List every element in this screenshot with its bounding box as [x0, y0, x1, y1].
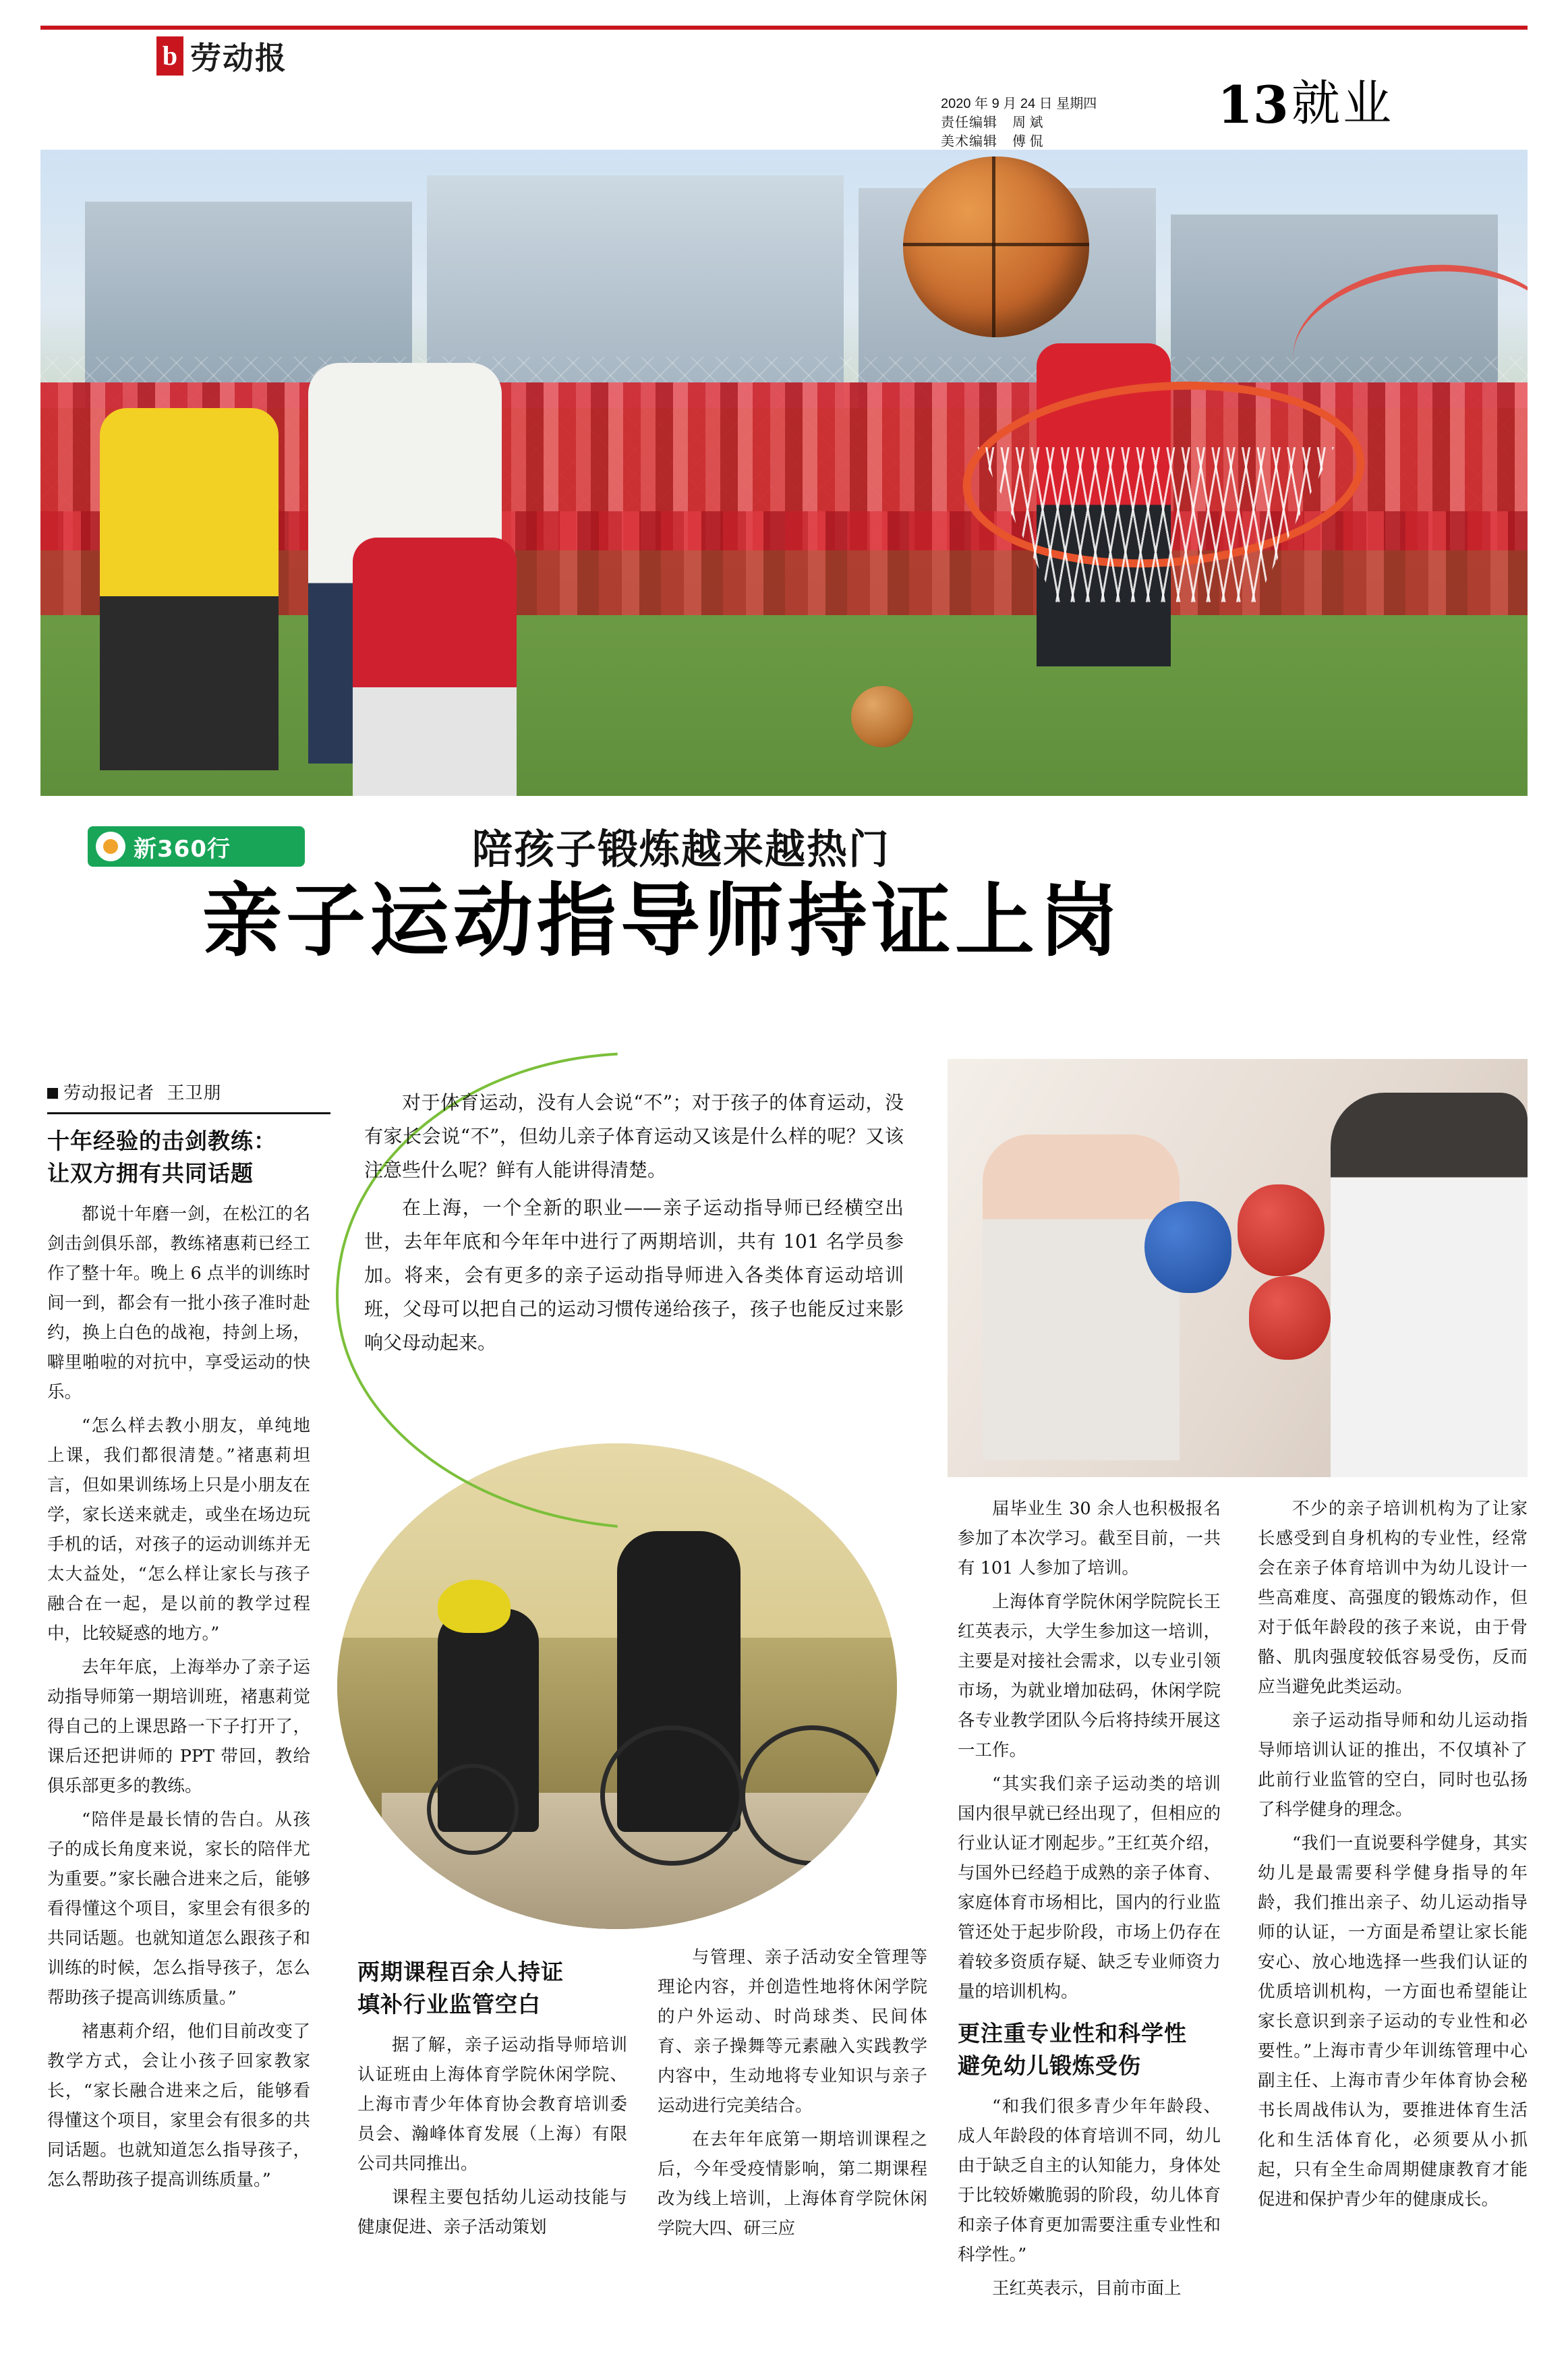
- boxing-pad-red-icon: [1249, 1276, 1330, 1360]
- article-column-2: [357, 1956, 627, 2246]
- article-column-4: [958, 1494, 1221, 2307]
- issue-date: 2020 年 9 月 24 日 星期四: [941, 96, 1097, 111]
- section-badge-label: 新360行: [134, 835, 231, 863]
- paragraph: 不少的亲子培训机构为了让家长感受到自身机构的专业性，经常会在亲子体育培训中为幼儿设计一些高难度、高强度的锻炼动作，但对于低年龄段的孩子来说，由于骨骼、肌肉强度较低容易受伤，反而应当避免此类运动。: [1258, 1499, 1528, 1697]
- publication-name: 劳动报: [190, 40, 287, 76]
- paragraph: 都说十年磨一剑，在松江的名剑击剑俱乐部，教练褚惠莉已经工作了整十年。晚上 6 点半的训练时间一到，都会有一批小孩子准时赴约，换上白色的战袍，持剑上场，噼里啪啦的对抗中，享受运动的快乐。: [47, 1204, 310, 1402]
- paragraph: 王红英表示，目前市面上: [992, 2278, 1182, 2299]
- paragraph: 据了解，亲子运动指导师培训认证班由上海体育学院休闲学院、上海市青少年体育协会教育培训委员会、瀚峰体育发展（上海）有限公司共同推出。: [357, 2035, 627, 2174]
- byline: [47, 1079, 330, 1114]
- article-column-3: [658, 1943, 927, 2247]
- hero-photo: [40, 150, 1528, 796]
- paragraph: 褚惠莉介绍，他们目前改变了教学方式，会让小孩子回家教家长，“家长融合进来之后，能够看得懂这个项目，家里会有很多的共同话题。也就知道怎么指导孩子，怎么帮助孩子提高训练质量。”: [47, 2021, 310, 2190]
- editor-name: 周 斌: [1012, 115, 1043, 130]
- bicycle-wheel-icon: [741, 1725, 884, 1866]
- basketball-icon: [903, 156, 1089, 337]
- publication-logo: [156, 35, 332, 77]
- paragraph: 去年年底，上海举办了亲子运动指导师第一期培训班，褚惠莉觉得自己的上课思路一下子打开了，课后还把讲师的 PPT 带回，教给俱乐部更多的教练。: [47, 1657, 310, 1796]
- paragraph: “怎么样去教小朋友，单纯地上课，我们都很清楚。”褚惠莉坦言，但如果训练场上只是小朋友在学，家长送来就走，或坐在场边玩手机的话，对孩子的运动训练并无太大益处，“怎么样让家长与孩子融合在一起，是以前的教学过程中，比较疑惑的地方。”: [47, 1416, 310, 1644]
- paragraph: 课程主要包括幼儿运动技能与健康促进、亲子活动策划: [357, 2187, 627, 2237]
- deck-paragraph: 在上海，一个全新的职业——亲子运动指导师已经横空出世，去年年底和今年年中进行了两期培训，共有 101 名学员参加。将来，会有更多的亲子运动指导师进入各类体育运动培训班，父母可以把自己的运动习惯传递给孩子，孩子也能反过来影响父母动起来。: [364, 1197, 904, 1354]
- article-column-1: [47, 1125, 310, 2199]
- byline-marker-icon: [47, 1088, 58, 1099]
- column-heading: 十年经验的击剑教练： 让双方拥有共同话题: [47, 1128, 277, 1186]
- hero-child-red-shirt: [353, 538, 517, 796]
- bicycle-wheel-icon: [600, 1725, 744, 1866]
- paragraph: “其实我们亲子运动类的培训国内很早就已经出现了，但相应的行业认证才刚起步。”王红英介绍，与国外已经趋于成熟的亲子体育、家庭体育市场相比，国内的行业监管还处于起步阶段，市场上仍存在着较多资质存疑、缺乏专业师资力量的培训机构。: [958, 1774, 1221, 2002]
- paragraph: “陪伴是最长情的告白。从孩子的成长角度来说，家长的陪伴尤为重要。”家长融合进来之后，能够看得懂这个项目，家里会有很多的共同话题。也就知道怎么跟孩子和训练的时候，怎么指导孩子，怎么帮助孩子提高训练质量。”: [47, 1810, 310, 2008]
- basketball-secondary-icon: [851, 686, 914, 747]
- masthead-rule: [40, 26, 1528, 30]
- photo-boxing: [948, 1059, 1528, 1477]
- boxing-glove-blue-icon: [1144, 1201, 1231, 1293]
- logo-mark-icon: b: [156, 36, 183, 76]
- article-deck: [364, 1086, 904, 1364]
- art-editor-name: 傅 侃: [1012, 134, 1043, 149]
- masthead: [0, 0, 1568, 149]
- article-column-5: [1258, 1494, 1528, 2218]
- paragraph: 上海体育学院休闲学院院长王红英表示，大学生参加这一培训，主要是对接社会需求，以专业引领市场，为就业增加砝码，休闲学院各专业教学团队今后将持续开展这一工作。: [958, 1592, 1221, 1760]
- paragraph: “我们一直说要科学健身，其实幼儿是最需要科学健身指导的年龄，我们推出亲子、幼儿运动指导师的认证，一方面是希望让家长能安心、放心地选择一些我们认证的优质培训机构，一方面也希望能让家长意识到亲子运动的专业性和必要性。”上海市青少年训练管理中心副主任、上海市青少年体育协会秘书长周战伟认为，要推进体育生活化和生活体育化，必须要从小抓起，只有全生命周期健康教育才能促进和保护青少年的健康成长。: [1258, 1833, 1528, 2210]
- paragraph: “和我们很多青少年年龄段、成人年龄段的体育培训不同，幼儿由于缺乏自主的认知能力，身体处于比较娇嫩脆弱的阶段，幼儿体育和亲子体育更加需要注重专业性和科学性。”: [958, 2096, 1221, 2265]
- page-number: 13: [1217, 75, 1289, 135]
- bicycle-wheel-icon: [427, 1764, 519, 1854]
- camera-lens-icon: [96, 832, 125, 861]
- issue-meta: [941, 94, 1197, 151]
- bike-helmet-icon: [438, 1580, 511, 1633]
- byline-reporter: 王卫朋: [167, 1083, 222, 1103]
- deck-paragraph: 对于体育运动，没有人会说“不”；对于孩子的体育运动，没有家长会说“不”，但幼儿亲子体育运动又该是什么样的呢？又该注意些什么呢？鲜有人能讲得清楚。: [364, 1091, 904, 1181]
- photo-child-figure: [983, 1134, 1180, 1461]
- paragraph: 亲子运动指导师和幼儿运动指导师培训认证的推出，不仅填补了此前行业监管的空白，同时也弘扬了科学健身的理念。: [1258, 1711, 1528, 1820]
- art-editor-label: 美术编辑: [941, 134, 997, 149]
- paragraph: 届毕业生 30 余人也积极报名参加了本次学习。截至目前，一共有 101 人参加了培训。: [958, 1499, 1221, 1578]
- paragraph: 在去年年底第一期培训课程之后，今年受疫情影响，第二期课程改为线上培训，上海体育学院休闲学院大四、研三应: [658, 2129, 927, 2239]
- headline-kicker: 陪孩子锻炼越来越热门: [472, 826, 890, 873]
- column-subheading: 更注重专业性和科学性 避免幼儿锻炼受伤: [958, 2020, 1187, 2079]
- editor-label: 责任编辑: [941, 115, 997, 130]
- section-badge: [88, 826, 305, 867]
- paragraph: 与管理、亲子活动安全管理等理论内容，并创造性地将休闲学院的户外运动、时尚球类、民间体育、亲子操舞等元素融入实践教学内容中，生动地将专业知识与亲子运动进行完美结合。: [658, 1947, 927, 2116]
- boxing-pad-red-icon: [1238, 1184, 1325, 1276]
- headline-title: 亲子运动指导师持证上岗: [202, 873, 1123, 967]
- photo-adult-figure: [1331, 1093, 1528, 1477]
- byline-prefix: 劳动报记者: [63, 1083, 155, 1103]
- column-heading: 两期课程百余人持证 填补行业监管空白: [357, 1959, 564, 2017]
- section-name: 就业: [1291, 75, 1395, 132]
- hero-person-yellow: [100, 408, 279, 770]
